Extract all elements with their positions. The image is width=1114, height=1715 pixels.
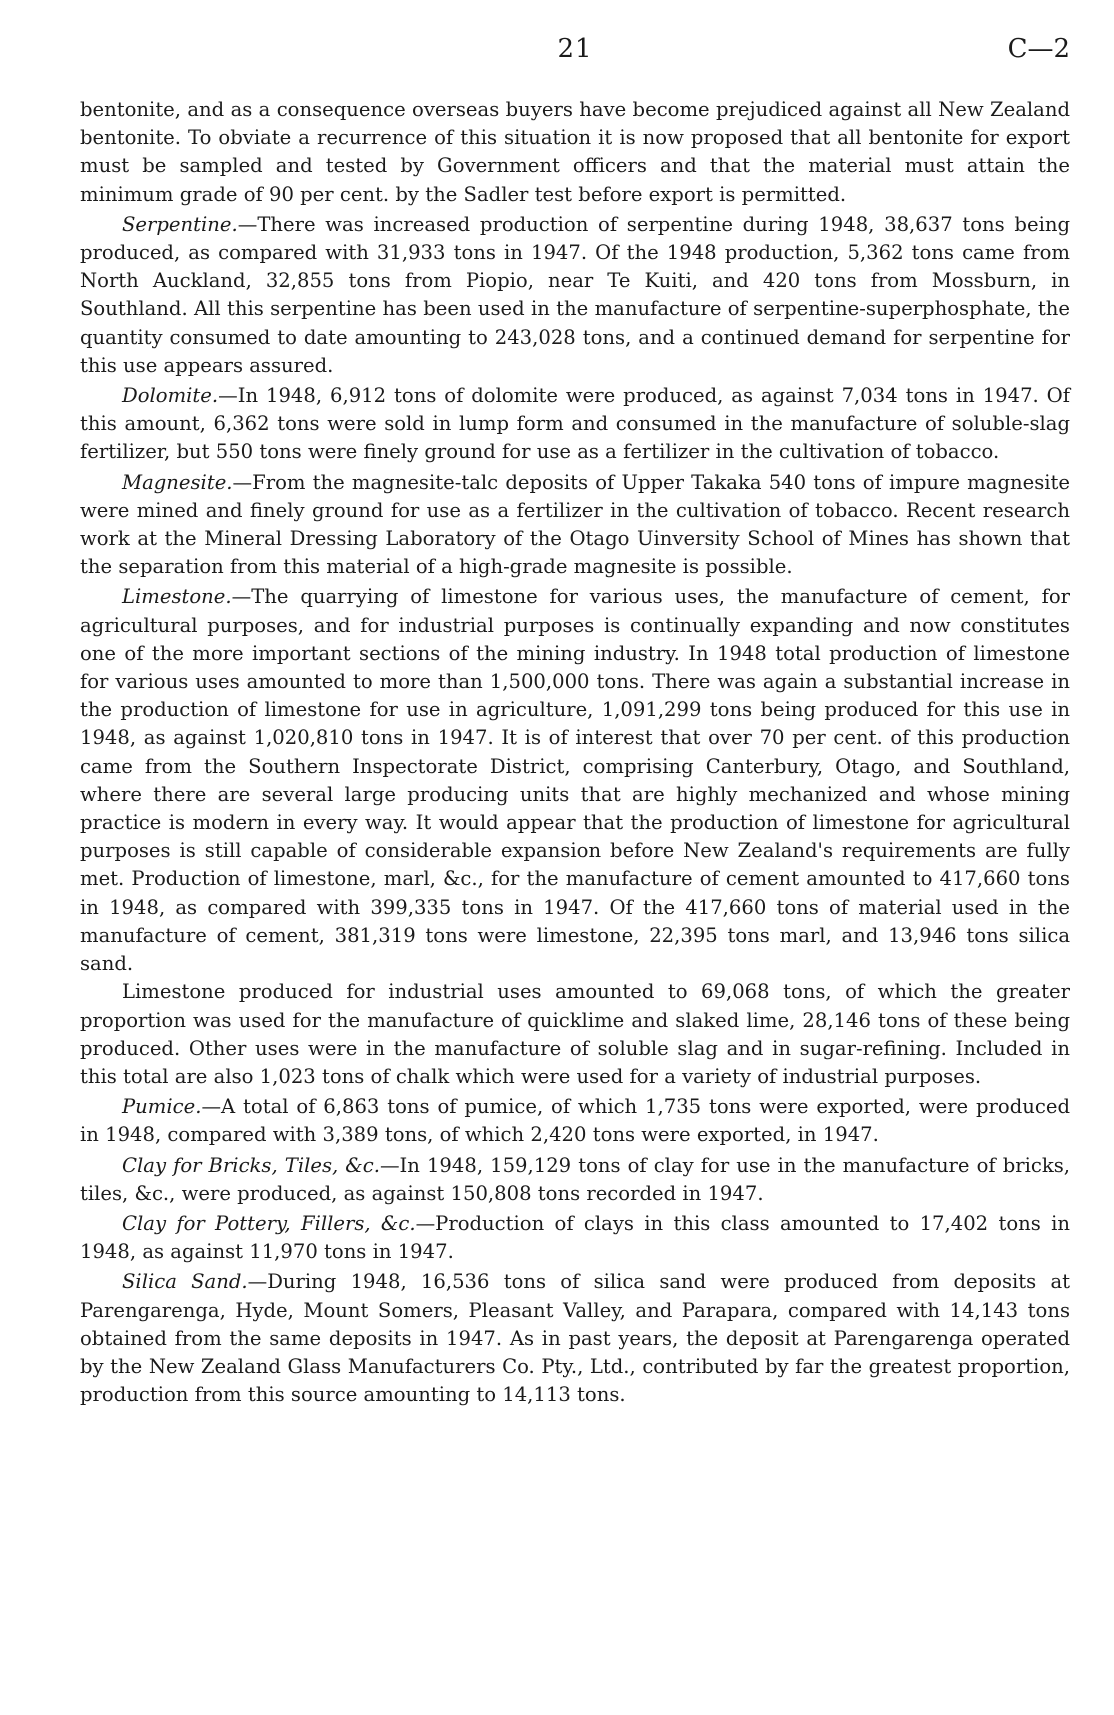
paragraph-magnesite xyxy=(80,469,1070,582)
paragraph-text: —The quarrying of limestone for various uses, the manufacture of cement, for agricultural purposes, and for industrial purposes is continually expanding and now constitutes one of the more important sections of the mining industry. In 1948 total production of limestone for various uses amounted to more than 1,500,000 tons. There was again a substantial increase in the production of limestone for use in agriculture, 1,091,299 tons being produced for this use in 1948, as against 1,020,810 tons in 1947. It is of interest that over 70 per cent. of this production came from the Southern Inspectorate District, comprising Canterbury, Otago, and Southland, where there are several large producing units that are highly mechanized and whose mining practice is modern in every way. It would appear that the production of limestone for agricultural purposes is still capable of considerable expansion before New Zealand's requirements are fully met. Production of limestone, marl, &c., for the manufacture of cement amounted to 417,660 tons in 1948, as compared with 399,335 tons in 1947. Of the 417,660 tons of material used in the manufacture of cement, 381,319 tons were limestone, 22,395 tons marl, and 13,946 tons silica sand. xyxy=(80,585,1070,976)
paragraph-text: —A total of 6,863 tons of pumice, of which 1,735 tons were exported, were produced in 1948, compared with 3,389 tons, of which 2,420 tons were exported, in 1947. xyxy=(80,1095,1070,1147)
paragraph-clay-pottery xyxy=(80,1210,1070,1266)
section-heading: Silica Sand. xyxy=(122,1270,248,1294)
paragraph-pumice xyxy=(80,1093,1070,1149)
paragraph-text: bentonite, and as a consequence overseas buyers have become prejudiced against all New Zealand bentonite. To obviate a recurrence of this situation it is now proposed that all bentonite for export must be sampled and tested by Government officers and that the material must attain the minimum grade of 90 per cent. by the Sadler test before export is permitted. xyxy=(80,98,1070,206)
paragraph-text: —During 1948, 16,536 tons of silica sand were produced from deposits at Parengarenga, Hyde, Mount Somers, Pleasant Valley, and Parapara, compared with 14,143 tons obtained from the same deposits in 1947. As in past years, the deposit at Parengarenga operated by the New Zealand Glass Manufacturers Co. Pty., Ltd., contributed by far the greatest proportion, production from this source amounting to 14,113 tons. xyxy=(80,1270,1070,1407)
document-code: C—2 xyxy=(1007,34,1070,64)
paragraph-clay-bricks xyxy=(80,1152,1070,1208)
paragraph-text: —Production of clays in this class amounted to 17,402 tons in 1948, as against 11,970 tons in 1947. xyxy=(80,1211,1070,1264)
section-heading: Limestone. xyxy=(122,585,232,609)
page-header xyxy=(80,34,1070,74)
body-text xyxy=(80,96,1070,1409)
paragraph-limestone-industrial xyxy=(80,978,1070,1091)
paragraph-text: —There was increased production of serpentine during 1948, 38,637 tons being produced, as compared with 31,933 tons in 1947. Of the 1948 production, 5,362 tons came from North Auckland, 32,855 tons from Piopio, near Te Kuiti, and 420 tons from Mossburn, in Southland. All this serpentine has been used in the manufacture of serpentine-superphosphate, the quantity consumed to date amounting to 243,028 tons, and a continued demand for serpentine for this use appears assured. xyxy=(80,212,1070,377)
paragraph-limestone xyxy=(80,583,1070,978)
paragraph-silica-sand xyxy=(80,1268,1070,1409)
section-heading: Clay for Pottery, Fillers, &c. xyxy=(122,1211,416,1235)
paragraph-text: Limestone produced for industrial uses amounted to 69,068 tons, of which the greater proportion was used for the manufacture of quicklime and slaked lime, 28,146 tons of these being produced. Other uses were in the manufacture of soluble slag and in sugar-refining. Included in this total are also 1,023 tons of chalk which were used for a variety of industrial purposes. xyxy=(80,980,1070,1088)
paragraph-text: —In 1948, 159,129 tons of clay for use in the manufacture of bricks, tiles, &c., were produced, as against 150,808 tons recorded in 1947. xyxy=(80,1153,1070,1205)
paragraph-text: —In 1948, 6,912 tons of dolomite were produced, as against 7,034 tons in 1947. Of this amount, 6,362 tons were sold in lump form and consumed in the manufacture of soluble-slag fertilizer, but 550 tons were finely ground for use as a fertilizer in the cultivation of tobacco. xyxy=(80,384,1070,464)
paragraph-dolomite xyxy=(80,382,1070,467)
paragraph-bentonite-continued xyxy=(80,96,1070,209)
paragraph-text: —From the magnesite-talc deposits of Upper Takaka 540 tons of impure magnesite were mined and finely ground for use as a fertilizer in the cultivation of tobacco. Recent research work at the Mineral Dressing Laboratory of the Otago Uinversity School of Mines has shown that the separation from this material of a high-grade magnesite is possible. xyxy=(80,470,1070,579)
section-heading: Pumice. xyxy=(122,1095,202,1119)
paragraph-serpentine xyxy=(80,211,1070,380)
section-heading: Magnesite. xyxy=(122,470,233,494)
section-heading: Clay for Bricks, Tiles, &c. xyxy=(122,1153,380,1177)
section-heading: Serpentine. xyxy=(122,212,238,236)
section-heading: Dolomite. xyxy=(122,384,219,408)
page-number: 21 xyxy=(557,34,593,64)
